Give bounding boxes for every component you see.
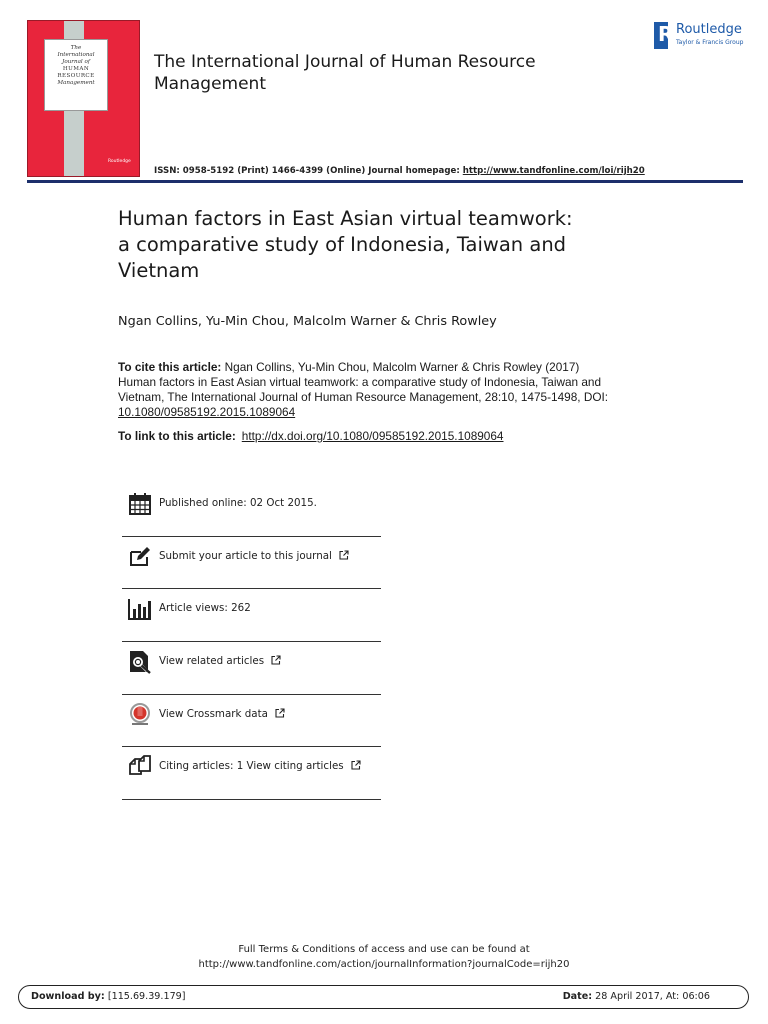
- citing-articles-row[interactable]: [122, 747, 381, 800]
- related-articles-row[interactable]: [122, 642, 381, 695]
- cover-line: HUMAN: [62, 66, 90, 72]
- calendar-icon: [128, 492, 152, 516]
- bar-chart-icon: [128, 597, 152, 621]
- citation-block: [118, 360, 638, 420]
- article-link-block: [118, 429, 504, 443]
- cite-text: Human factors in East Asian virtual teamwork: a comparative study of Indonesia, Taiwan and: [118, 375, 602, 389]
- terms-text: Full Terms & Conditions of access and use can be found at: [238, 944, 530, 955]
- cover-line: International: [57, 52, 95, 58]
- article-authors: Ngan Collins, Yu-Min Chou, Malcolm Warner & Chris Rowley: [118, 314, 497, 329]
- journal-homepage-link[interactable]: http://www.tandfonline.com/loi/rijh20: [462, 166, 645, 176]
- article-title: [118, 206, 678, 284]
- journal-title-line: The International Journal of Human Resource: [154, 52, 536, 72]
- crossmark-icon: [128, 703, 152, 727]
- external-link-icon: [275, 708, 285, 718]
- link-label: To link to this article:: [118, 429, 236, 443]
- download-label: Download by:: [31, 991, 105, 1002]
- brand-name: Routledge: [676, 22, 742, 37]
- external-link-icon: [271, 655, 281, 665]
- article-views-row: [122, 589, 381, 642]
- crossmark-text[interactable]: View Crossmark data: [159, 707, 268, 720]
- cite-text: Ngan Collins, Yu-Min Chou, Malcolm Warner & Chris Rowley (2017): [221, 360, 580, 374]
- download-info-bar: [18, 985, 749, 1009]
- routledge-logo-icon: [654, 22, 674, 49]
- brand-tagline: Taylor & Francis Group: [676, 39, 744, 46]
- citing-articles-text[interactable]: Citing articles: 1 View citing articles: [159, 760, 344, 773]
- cover-line: Journal of: [62, 59, 90, 65]
- cite-label: To cite this article:: [118, 360, 222, 374]
- article-views-text: Article views: 262: [159, 602, 251, 615]
- document-search-icon: [128, 650, 152, 674]
- issn-line: [154, 166, 645, 176]
- external-link-icon: [339, 550, 349, 560]
- cover-publisher: Routledge: [108, 159, 131, 164]
- article-title-line: Vietnam: [118, 259, 200, 282]
- published-online-row: [122, 484, 381, 537]
- citing-documents-icon: [128, 755, 152, 779]
- journal-cover: [27, 20, 140, 177]
- published-online-text: Published online: 02 Oct 2015.: [159, 497, 317, 509]
- article-info-list: [122, 484, 381, 800]
- terms-url[interactable]: http://www.tandfonline.com/action/journalInformation?journalCode=rijh20: [198, 959, 570, 970]
- submit-article-row[interactable]: [122, 537, 381, 590]
- terms-notice: [0, 942, 768, 972]
- related-articles-text[interactable]: View related articles: [159, 655, 265, 668]
- article-title-line: a comparative study of Indonesia, Taiwan and: [118, 233, 567, 256]
- logo-letter: R: [658, 22, 674, 46]
- article-doi-url[interactable]: http://dx.doi.org/10.1080/09585192.2015.1089064: [241, 429, 504, 443]
- journal-title: [154, 51, 594, 95]
- cover-line: RESOURCE: [57, 73, 95, 79]
- header-divider: [27, 180, 743, 183]
- date-label: Date:: [562, 991, 593, 1002]
- issn-text: ISSN: 0958-5192 (Print) 1466-4399 (Online) Journal homepage:: [154, 166, 460, 176]
- crossmark-row[interactable]: [122, 695, 381, 748]
- external-link-icon: [351, 760, 361, 770]
- cover-title-box: [44, 39, 108, 111]
- article-title-line: Human factors in East Asian virtual teamwork:: [118, 207, 573, 230]
- cite-text: Vietnam, The International Journal of Human Resource Management, 28:10, 1475-1498, DOI:: [118, 390, 609, 404]
- cover-line: Management: [57, 80, 95, 86]
- edit-icon: [128, 545, 152, 569]
- doi-link[interactable]: 10.1080/09585192.2015.1089064: [118, 405, 296, 419]
- download-date: 28 April 2017, At: 06:06: [595, 991, 710, 1002]
- cover-line: The: [70, 45, 82, 51]
- journal-title-line: Management: [154, 74, 266, 94]
- download-ip: [115.69.39.179]: [107, 991, 186, 1002]
- submit-article-text[interactable]: Submit your article to this journal: [159, 549, 332, 562]
